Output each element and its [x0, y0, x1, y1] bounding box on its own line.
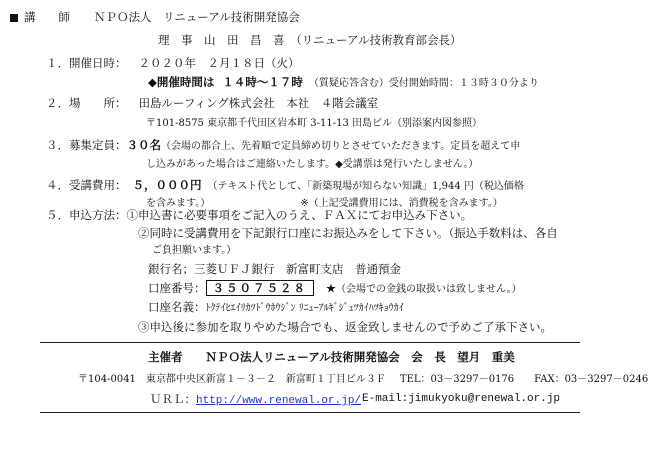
fee-row: [46, 178, 524, 194]
lecturer-heading-row: [10, 10, 300, 25]
fee-value: ５，０００円: [132, 178, 202, 192]
footer-email: E-mail:jimukyoku@renewal.or.jp: [362, 393, 561, 405]
account-label: 口座番号：: [148, 281, 206, 295]
date-label: １．開催日時：: [46, 56, 127, 70]
lecturer-heading: 講 師: [24, 10, 70, 24]
capacity-value: ３０名: [126, 138, 161, 152]
footer-url-link[interactable]: http://www.renewal.or.jp/: [196, 395, 362, 407]
apply-row: [46, 208, 472, 223]
date-value: ２０２０年 ２月１８日（火）: [138, 56, 300, 70]
account-number: ３５０７５２８: [206, 280, 315, 296]
holder-row: [148, 300, 404, 316]
footer-url-row: [150, 392, 361, 409]
apply-step-2b: ご負担願います。）: [152, 245, 237, 256]
apply-step-3: ③申込後に参加を取りやめた場合でも、返金致しませんので予めご了承下さい。: [138, 320, 552, 334]
time-value: １４時～１７時: [222, 75, 303, 89]
footer-address: 〒104-0041 東京都中央区新富１－３－２ 新富町１丁目ビル３Ｆ: [78, 374, 386, 385]
lecturer-person: 理 事 山 田 昌 喜 （リニューアル技術教育部会長）: [158, 33, 462, 47]
place-label: ２．場 所：: [46, 96, 127, 110]
place-row: [46, 96, 378, 111]
time-label: ◆開催時間は: [148, 75, 215, 89]
lecturer-org: ＮＰＯ法人 リニューアル技術開発協会: [94, 10, 300, 24]
bank-info: 銀行名；三菱ＵＦＪ銀行 新富町支店 普通預金: [148, 262, 401, 276]
footer-divider-top: [40, 342, 580, 343]
apply-label: ５．申込方法：: [46, 208, 127, 222]
footer-tel: TEL：03－3297－0176: [399, 374, 515, 385]
footer-divider-bottom: [40, 412, 580, 413]
capacity-note-2: し込みがあった場合はご連絡いたします。◆受講票は発行いたしません。）: [146, 159, 479, 170]
footer-organizer: 主催者 ＮＰＯ法人リニューアル技術開発協会 会 長 望月 重美: [148, 350, 515, 364]
fee-label: ４．受講費用：: [46, 178, 127, 192]
square-bullet-icon: [10, 14, 18, 22]
capacity-label: ３．募集定員：: [46, 138, 127, 152]
account-note: ★（会場での金銭の取扱いは致しません。）: [326, 284, 522, 295]
account-row: [148, 281, 522, 297]
holder-name: ﾄｸﾃｲﾋｴｲﾘｶﾂﾄﾞｳﾎｳｼﾞﾝ ﾘﾆｭｰｱﾙｷﾞｼﾞｭﾂｶｲﾊﾂｷｮｳｶｲ: [205, 303, 404, 314]
time-note: （質疑応答含む）受付開始時間：１３時３０分より: [308, 78, 539, 89]
holder-label: 口座名義：: [148, 300, 206, 314]
place-address: 〒101-8575 東京都千代田区岩本町 3-11-13 田島ビル（別添案内図参照）: [146, 118, 483, 129]
footer-fax: FAX：03－3297－0246: [534, 374, 648, 385]
capacity-row: [46, 138, 520, 154]
place-value: 田島ルーフィング株式会社 本社 ４階会議室: [138, 96, 379, 110]
apply-step-2a: ②同時に受講費用を下記銀行口座にお振込みをして下さい。（振込手数料は、各自: [138, 226, 558, 240]
capacity-note-1: （会場の都合上、先着順で定員締め切りとさせていただきます。定員を超えて申: [161, 141, 521, 152]
date-row: [46, 56, 300, 71]
footer-url-label: ＵＲＬ：: [150, 392, 196, 406]
fee-note-2: を含みます。）: [146, 198, 211, 209]
footer-contact-row: [78, 372, 648, 387]
apply-step-1: ①申込書に必要事項をご記入のうえ、ＦＡＸにてお申込み下さい。: [126, 208, 473, 222]
time-row: [148, 75, 539, 91]
fee-note-3: ※（上記受講費用には、消費税を含みます。）: [300, 198, 503, 209]
fee-note-1: （テキスト代として、「新築現場が知らない知識」1,944 円（税込価格: [207, 181, 524, 192]
